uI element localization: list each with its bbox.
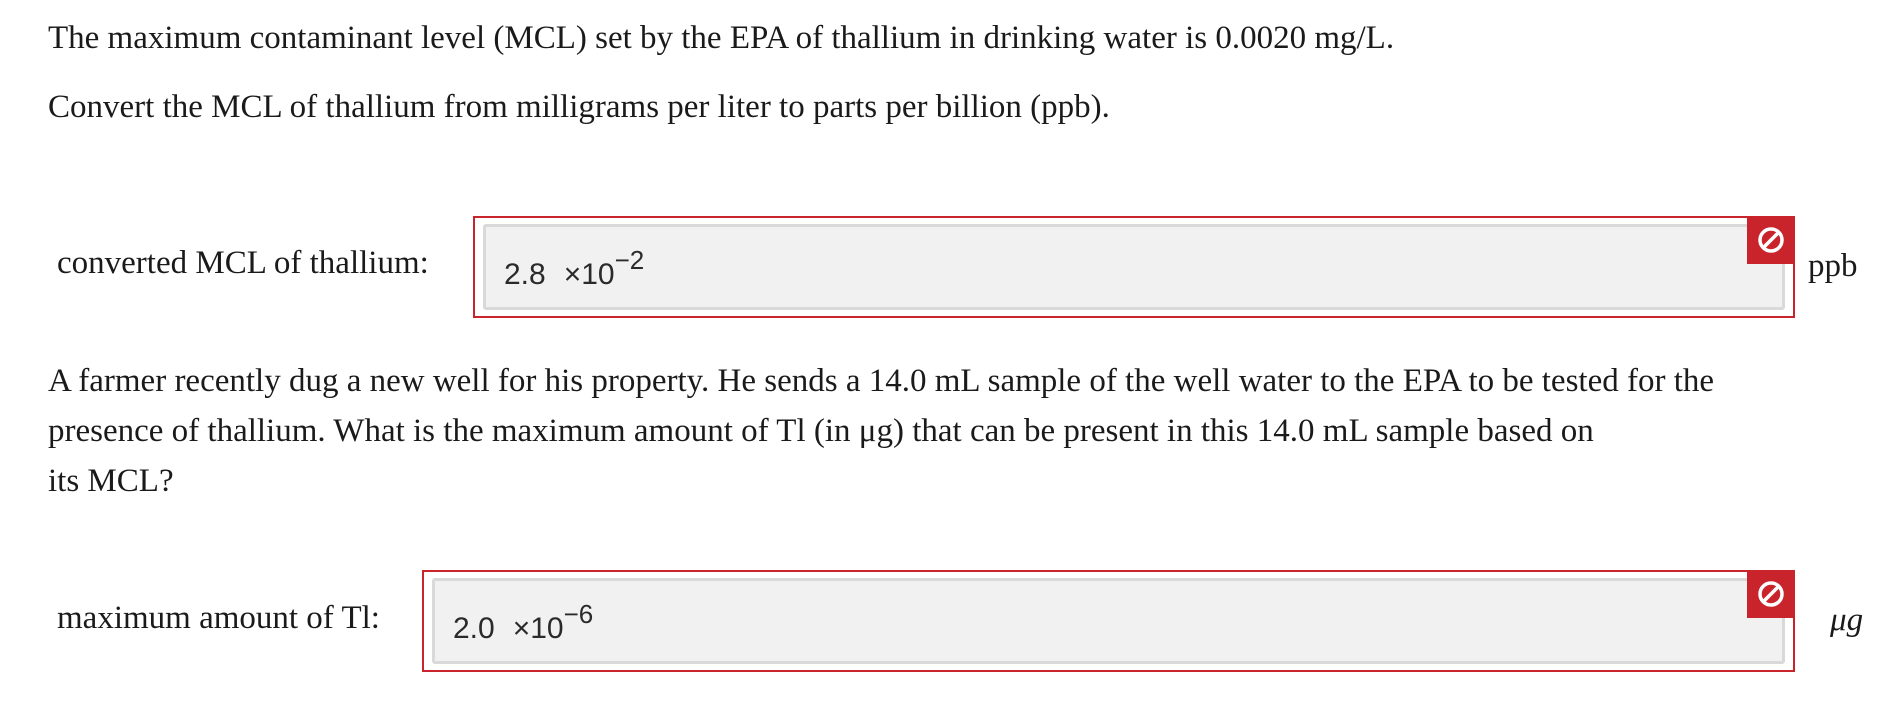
answer-value bbox=[453, 599, 594, 646]
question2-line-1: A farmer recently dug a new well for his property. He sends a 14.0 mL sample of the well water to the EPA to be tested for the bbox=[48, 363, 1715, 399]
answer-input-converted-mcl[interactable] bbox=[483, 224, 1785, 310]
answer-box-max-tl bbox=[422, 570, 1795, 672]
question2-line-3: its MCL? bbox=[48, 463, 174, 499]
answer-label: maximum amount of Tl: bbox=[57, 600, 380, 636]
times-ten: ×10 bbox=[512, 612, 564, 645]
answer-input-max-tl[interactable] bbox=[432, 578, 1785, 664]
question1-prompt: Convert the MCL of thallium from milligrams per liter to parts per billion (ppb). bbox=[48, 89, 1110, 125]
answer-exponent: −2 bbox=[614, 245, 645, 275]
answer-mantissa: 2.8 bbox=[504, 258, 546, 291]
times-ten: ×10 bbox=[563, 258, 615, 291]
incorrect-icon bbox=[1747, 570, 1795, 618]
question1-statement: The maximum contaminant level (MCL) set by the EPA of thallium in drinking water is 0.0020 mg/L. bbox=[48, 20, 1395, 56]
unit-label bbox=[1830, 602, 1863, 639]
unit-label: ppb bbox=[1808, 248, 1858, 284]
question2-line-2: presence of thallium. What is the maximum amount of Tl (in μg) that can be present in this 14.0 mL sample based on bbox=[48, 413, 1594, 449]
incorrect-icon bbox=[1747, 216, 1795, 264]
answer-exponent: −6 bbox=[563, 599, 594, 629]
answer-box-converted-mcl bbox=[473, 216, 1795, 318]
unit-text: μg bbox=[1830, 602, 1864, 638]
answer-mantissa: 2.0 bbox=[453, 612, 495, 645]
answer-value bbox=[504, 245, 645, 292]
answer-label: converted MCL of thallium: bbox=[57, 245, 429, 281]
